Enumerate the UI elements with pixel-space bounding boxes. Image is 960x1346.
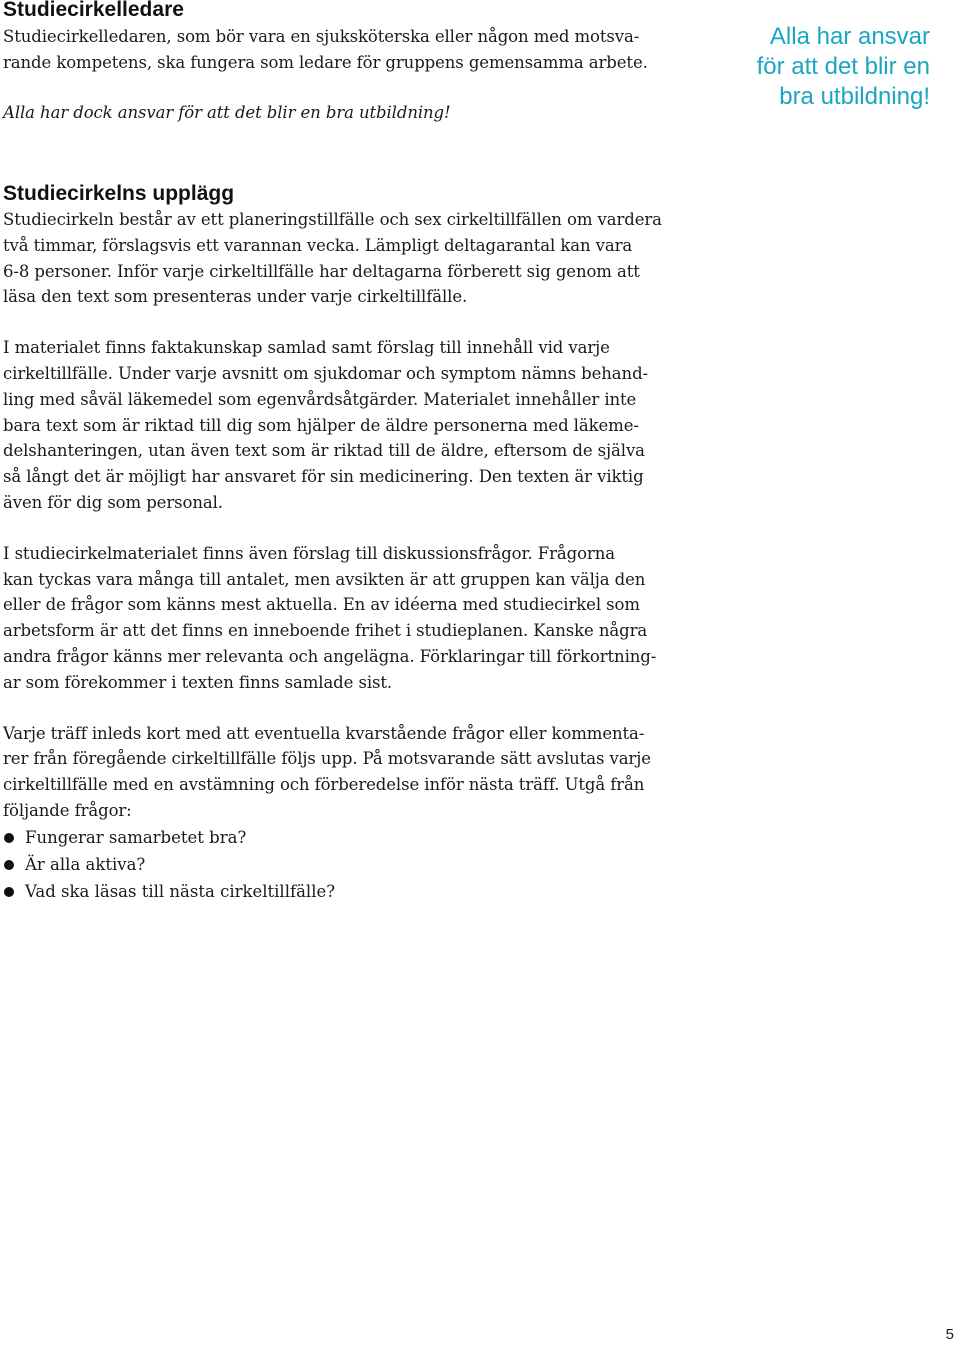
pull-quote: Alla har ansvar för att det blir en bra utbildning! bbox=[756, 23, 930, 110]
section-upplagg bbox=[3, 181, 671, 905]
paragraph: Studiecirkeln består av ett planeringstillfälle och sex cirkeltillfällen om vardera två timmar, förslagsvis ett varannan vecka. Lämpligt deltagarantal kan vara 6-8 personer. Inför varje cirkeltillfälle har deltagarna förberett sig genom att läsa den text som presenteras under varje cirkeltillfälle. bbox=[3, 210, 662, 307]
italic-note: Alla har dock ansvar för att det blir en bra utbildning! bbox=[3, 102, 451, 122]
bullet-icon bbox=[4, 887, 14, 897]
list-item bbox=[3, 851, 671, 878]
question-list bbox=[3, 824, 671, 905]
section-heading: Studiecirkelns upplägg bbox=[3, 182, 235, 205]
list-item-text: Vad ska läsas till nästa cirkeltillfälle? bbox=[25, 881, 336, 901]
paragraph: I studiecirkelmaterialet finns även förslag till diskussionsfrågor. Frågorna kan tyckas vara många till antalet, men avsikten är att gruppen kan välja den eller de frågor som känns mest aktuella. En av idéerna med studiecirkel som arbetsform är att det finns en inneboende frihet i studieplanen. Kanske några andra frågor känns mer relevanta och angelägna. Förklaringar till förkortning- ar som förekommer i texten finns samlade sist. bbox=[3, 543, 657, 692]
bullet-icon bbox=[4, 860, 14, 870]
list-item bbox=[3, 878, 671, 905]
section-heading: Studiecirkelledare bbox=[3, 0, 184, 21]
section-body: Studiecirkelledaren, som bör vara en sjuksköterska eller någon med motsva- rande kompetens, ska fungera som ledare för gruppens gemensamma arbete. bbox=[3, 27, 648, 72]
paragraph: I materialet finns faktakunskap samlad samt förslag till innehåll vid varje cirkeltillfälle. Under varje avsnitt om sjukdomar och symptom nämns behand- ling med såväl läkemedel som egenvårdsåtgärder. Materialet innehåller inte bara text som är riktad till dig som hjälper de äldre personerna med läkeme- delshanteringen, utan även text som är riktad till de äldre, eftersom de själva så långt det är möjligt har ansvaret för sin medicinering. Den texten är viktig även för dig som personal. bbox=[3, 338, 649, 512]
section-studiecirkelledare bbox=[3, 0, 671, 125]
list-item bbox=[3, 824, 671, 851]
page-number: 5 bbox=[945, 1326, 954, 1343]
bullet-icon bbox=[4, 833, 14, 843]
list-item-text: Fungerar samarbetet bra? bbox=[25, 827, 247, 847]
paragraph: Varje träff inleds kort med att eventuella kvarstående frågor eller kommenta- rer från föregående cirkeltillfälle följs upp. På motsvarande sätt avslutas varje cirkeltillfälle med en avstämning och förberedelse inför nästa träff. Utgå från följande frågor: bbox=[3, 723, 651, 820]
list-item-text: Är alla aktiva? bbox=[25, 854, 146, 874]
